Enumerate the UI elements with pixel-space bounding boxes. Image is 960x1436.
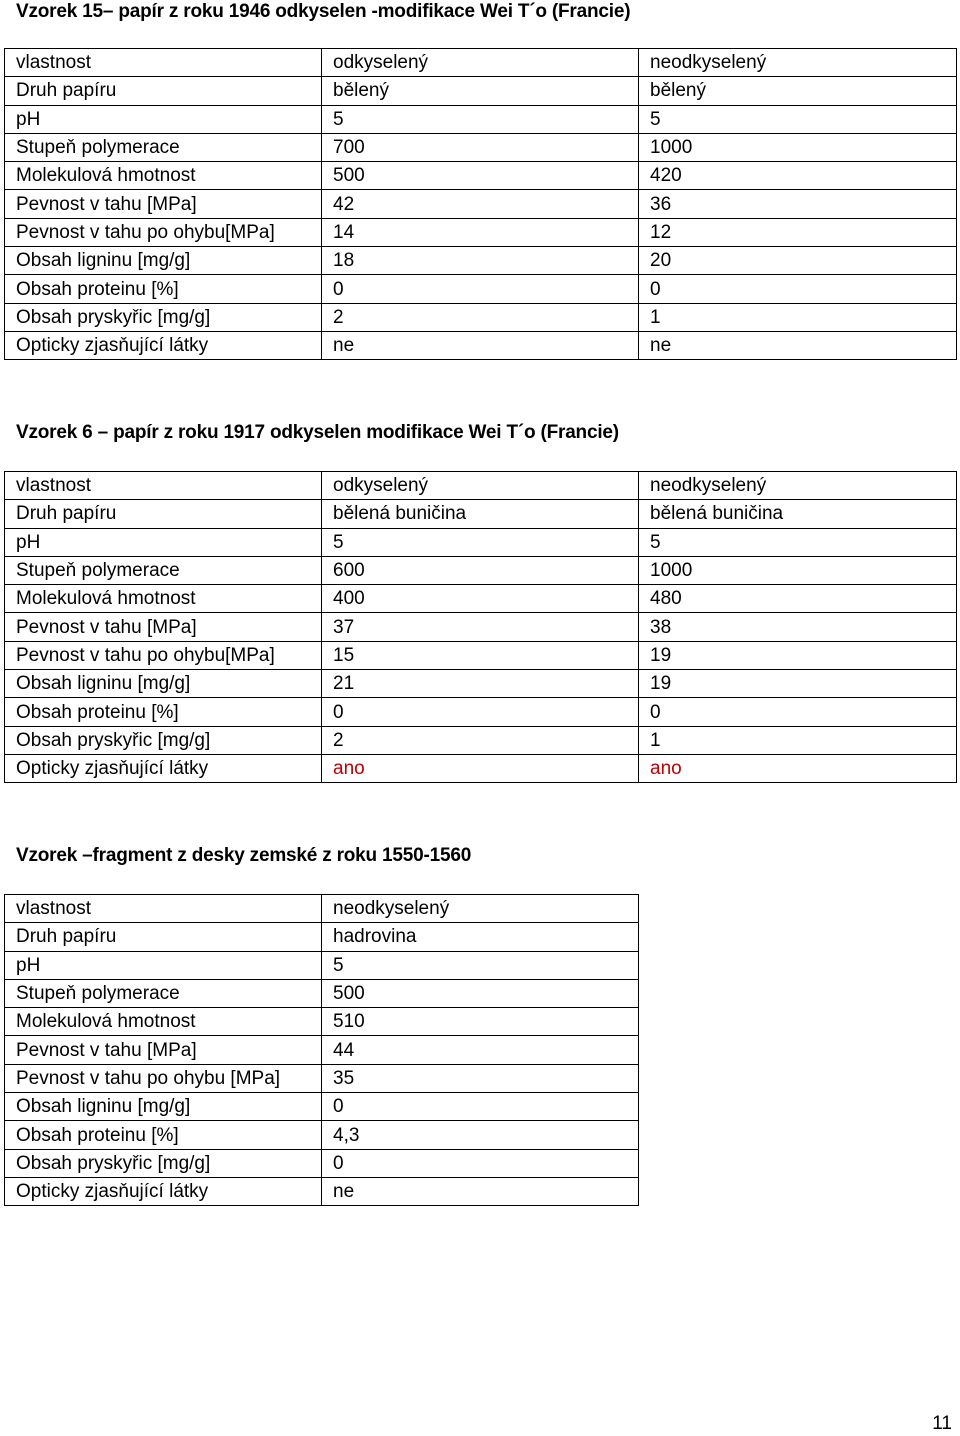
property-cell: Opticky zjasňující látky xyxy=(5,754,322,782)
property-cell: Druh papíru xyxy=(5,77,322,105)
value-cell: 0 xyxy=(639,275,957,303)
section-title-fragment-desky-zemske: Vzorek –fragment z desky zemské z roku 1550-1560 xyxy=(16,845,472,866)
table-row xyxy=(5,979,639,1007)
value-cell: 19 xyxy=(639,670,957,698)
table-row xyxy=(5,528,957,556)
value-cell: 4,3 xyxy=(322,1121,639,1149)
property-cell: Obsah pryskyřic [mg/g] xyxy=(5,303,322,331)
property-cell: Druh papíru xyxy=(5,500,322,528)
value-cell: 19 xyxy=(639,641,957,669)
value-cell: 500 xyxy=(322,162,639,190)
value-cell: 5 xyxy=(639,528,957,556)
table-row xyxy=(5,754,957,782)
property-cell: Obsah proteinu [%] xyxy=(5,698,322,726)
value-cell: 42 xyxy=(322,190,639,218)
table-header-row xyxy=(5,49,957,77)
value-cell: 18 xyxy=(322,247,639,275)
property-cell: Obsah ligninu [mg/g] xyxy=(5,1093,322,1121)
table-header-row xyxy=(5,895,639,923)
property-cell: Obsah pryskyřic [mg/g] xyxy=(5,726,322,754)
table-row xyxy=(5,331,957,359)
value-cell: 1 xyxy=(639,303,957,331)
value-cell: 700 xyxy=(322,133,639,161)
property-cell: Pevnost v tahu [MPa] xyxy=(5,613,322,641)
property-cell: Opticky zjasňující látky xyxy=(5,331,322,359)
value-cell: 0 xyxy=(322,1093,639,1121)
table-row xyxy=(5,1177,639,1205)
header-cell: neodkyselený xyxy=(639,49,957,77)
table-row xyxy=(5,500,957,528)
value-cell: bělená buničina xyxy=(322,500,639,528)
property-cell: Stupeň polymerace xyxy=(5,556,322,584)
table-row xyxy=(5,1008,639,1036)
table-header-row xyxy=(5,472,957,500)
value-cell: 2 xyxy=(322,726,639,754)
value-cell: 14 xyxy=(322,218,639,246)
header-cell: neodkyselený xyxy=(639,472,957,500)
property-cell: Pevnost v tahu [MPa] xyxy=(5,190,322,218)
property-cell: Obsah ligninu [mg/g] xyxy=(5,247,322,275)
value-cell: 12 xyxy=(639,218,957,246)
table-row xyxy=(5,133,957,161)
table-row xyxy=(5,190,957,218)
property-cell: Stupeň polymerace xyxy=(5,979,322,1007)
value-cell: 0 xyxy=(322,698,639,726)
table-row xyxy=(5,1121,639,1149)
property-cell: Obsah ligninu [mg/g] xyxy=(5,670,322,698)
table-row xyxy=(5,670,957,698)
table-row xyxy=(5,303,957,331)
property-cell: Stupeň polymerace xyxy=(5,133,322,161)
table-row xyxy=(5,275,957,303)
table-row xyxy=(5,77,957,105)
table-row xyxy=(5,585,957,613)
value-cell: bělená buničina xyxy=(639,500,957,528)
value-cell: 21 xyxy=(322,670,639,698)
property-cell: pH xyxy=(5,105,322,133)
value-cell: hadrovina xyxy=(322,923,639,951)
value-cell: bělený xyxy=(322,77,639,105)
properties-table-vzorek-6 xyxy=(4,471,957,783)
value-cell: ne xyxy=(639,331,957,359)
value-cell: 20 xyxy=(639,247,957,275)
header-cell: odkyselený xyxy=(322,472,639,500)
property-cell: Obsah proteinu [%] xyxy=(5,1121,322,1149)
table-row xyxy=(5,923,639,951)
table-row xyxy=(5,247,957,275)
header-cell: vlastnost xyxy=(5,472,322,500)
property-cell: Molekulová hmotnost xyxy=(5,1008,322,1036)
value-cell: 420 xyxy=(639,162,957,190)
property-cell: Pevnost v tahu [MPa] xyxy=(5,1036,322,1064)
value-cell: 38 xyxy=(639,613,957,641)
table-row xyxy=(5,162,957,190)
header-cell: vlastnost xyxy=(5,895,322,923)
value-cell: 36 xyxy=(639,190,957,218)
header-cell: neodkyselený xyxy=(322,895,639,923)
value-cell: 0 xyxy=(322,1149,639,1177)
value-cell: 0 xyxy=(639,698,957,726)
section-title-vzorek-15: Vzorek 15– papír z roku 1946 odkyselen -modifikace Wei T´o (Francie) xyxy=(16,1,631,22)
section-title-vzorek-6: Vzorek 6 – papír z roku 1917 odkyselen modifikace Wei T´o (Francie) xyxy=(16,422,619,443)
property-cell: Pevnost v tahu po ohybu[MPa] xyxy=(5,641,322,669)
value-cell: 0 xyxy=(322,275,639,303)
value-cell: 1000 xyxy=(639,133,957,161)
value-cell: 35 xyxy=(322,1064,639,1092)
property-cell: Obsah proteinu [%] xyxy=(5,275,322,303)
value-cell: 37 xyxy=(322,613,639,641)
value-cell-highlighted: ano xyxy=(639,754,957,782)
table-row xyxy=(5,698,957,726)
value-cell: 5 xyxy=(322,528,639,556)
table-row xyxy=(5,726,957,754)
property-cell: Pevnost v tahu po ohybu[MPa] xyxy=(5,218,322,246)
table-row xyxy=(5,641,957,669)
table-row xyxy=(5,951,639,979)
value-cell: 510 xyxy=(322,1008,639,1036)
header-cell: odkyselený xyxy=(322,49,639,77)
property-cell: pH xyxy=(5,528,322,556)
property-cell: pH xyxy=(5,951,322,979)
table-row xyxy=(5,1093,639,1121)
table-row xyxy=(5,556,957,584)
value-cell: 1 xyxy=(639,726,957,754)
property-cell: Pevnost v tahu po ohybu [MPa] xyxy=(5,1064,322,1092)
property-cell: Druh papíru xyxy=(5,923,322,951)
property-cell: Molekulová hmotnost xyxy=(5,162,322,190)
value-cell: ne xyxy=(322,331,639,359)
value-cell: ne xyxy=(322,1177,639,1205)
value-cell: 480 xyxy=(639,585,957,613)
property-cell: Opticky zjasňující látky xyxy=(5,1177,322,1205)
value-cell: 2 xyxy=(322,303,639,331)
value-cell: 600 xyxy=(322,556,639,584)
properties-table-fragment-desky-zemske xyxy=(4,894,639,1206)
properties-table-vzorek-15 xyxy=(4,48,957,360)
property-cell: Obsah pryskyřic [mg/g] xyxy=(5,1149,322,1177)
table-row xyxy=(5,1064,639,1092)
value-cell: 400 xyxy=(322,585,639,613)
value-cell: 1000 xyxy=(639,556,957,584)
value-cell: 15 xyxy=(322,641,639,669)
table-row xyxy=(5,1149,639,1177)
page-number: 11 xyxy=(932,1413,952,1434)
value-cell: bělený xyxy=(639,77,957,105)
table-row xyxy=(5,105,957,133)
value-cell: 44 xyxy=(322,1036,639,1064)
value-cell-highlighted: ano xyxy=(322,754,639,782)
value-cell: 5 xyxy=(322,951,639,979)
value-cell: 5 xyxy=(639,105,957,133)
table-row xyxy=(5,613,957,641)
header-cell: vlastnost xyxy=(5,49,322,77)
table-row xyxy=(5,1036,639,1064)
property-cell: Molekulová hmotnost xyxy=(5,585,322,613)
value-cell: 5 xyxy=(322,105,639,133)
value-cell: 500 xyxy=(322,979,639,1007)
table-row xyxy=(5,218,957,246)
